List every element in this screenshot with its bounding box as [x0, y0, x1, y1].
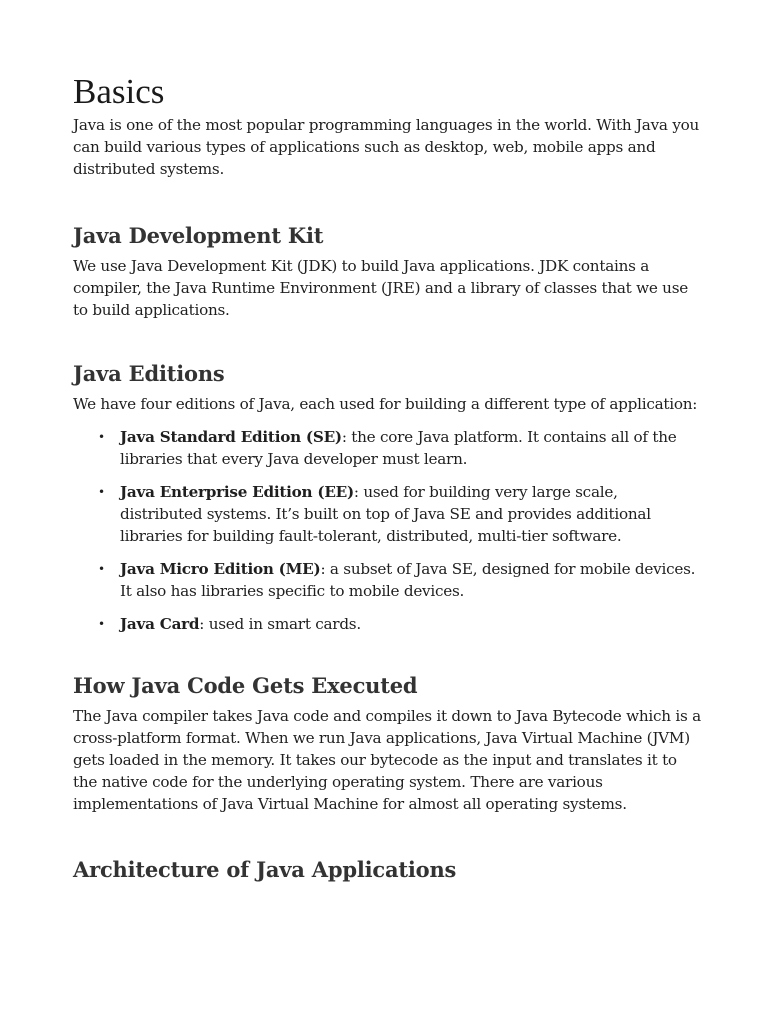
edition-desc: : used in smart cards.: [199, 615, 361, 633]
edition-desc: : the core Java platform. It contains all of the libraries that every Java developer must learn.: [120, 428, 677, 468]
intro-paragraph: Java is one of the most popular programming languages in the world. With Java you can build various types of applications such as desktop, web, mobile apps and distributed systems.: [73, 116, 700, 178]
execution-paragraph: The Java compiler takes Java code and compiles it down to Java Bytecode which is a cross-platform format. When we run Java applications, Java Virtual Machine (JVM) gets loaded in the memory. It takes our bytecode as the input and translates it to the native code for the underlying operating system. There are various implementations of Java Virtual Machine for almost all operating systems.: [73, 707, 701, 813]
bullet-icon: •: [98, 485, 105, 499]
editions-paragraph: We have four editions of Java, each used for building a different type of application:: [73, 395, 698, 413]
jdk-heading: Java Development Kit: [73, 223, 324, 248]
jdk-paragraph: We use Java Development Kit (JDK) to build Java applications. JDK contains a compiler, the Java Runtime Environment (JRE) and a library of classes that we use to build applications.: [73, 257, 688, 319]
edition-name: Java Card: [120, 615, 200, 633]
edition-desc: : used for building very large scale, distributed systems. It’s built on top of Java SE and provides additional libraries for building fault-tolerant, distributed, multi-tier software.: [120, 483, 651, 545]
bullet-icon: •: [98, 617, 105, 631]
list-item: [98, 613, 703, 635]
editions-list: [73, 426, 703, 635]
bullet-icon: •: [98, 430, 105, 444]
document-page: [73, 72, 703, 883]
edition-name: Java Micro Edition (ME): [120, 560, 321, 578]
page-title: Basics: [73, 72, 165, 111]
execution-heading: How Java Code Gets Executed: [73, 673, 418, 698]
edition-name: Java Standard Edition (SE): [120, 428, 342, 446]
bullet-icon: •: [98, 562, 105, 576]
architecture-heading: Architecture of Java Applications: [73, 857, 457, 882]
list-item: [98, 426, 703, 470]
editions-heading: Java Editions: [73, 361, 225, 386]
edition-desc: : a subset of Java SE, designed for mobile devices. It also has libraries specific to mobile devices.: [120, 560, 696, 600]
list-item: [98, 558, 703, 602]
list-item: [98, 481, 703, 547]
edition-name: Java Enterprise Edition (EE): [120, 483, 354, 501]
